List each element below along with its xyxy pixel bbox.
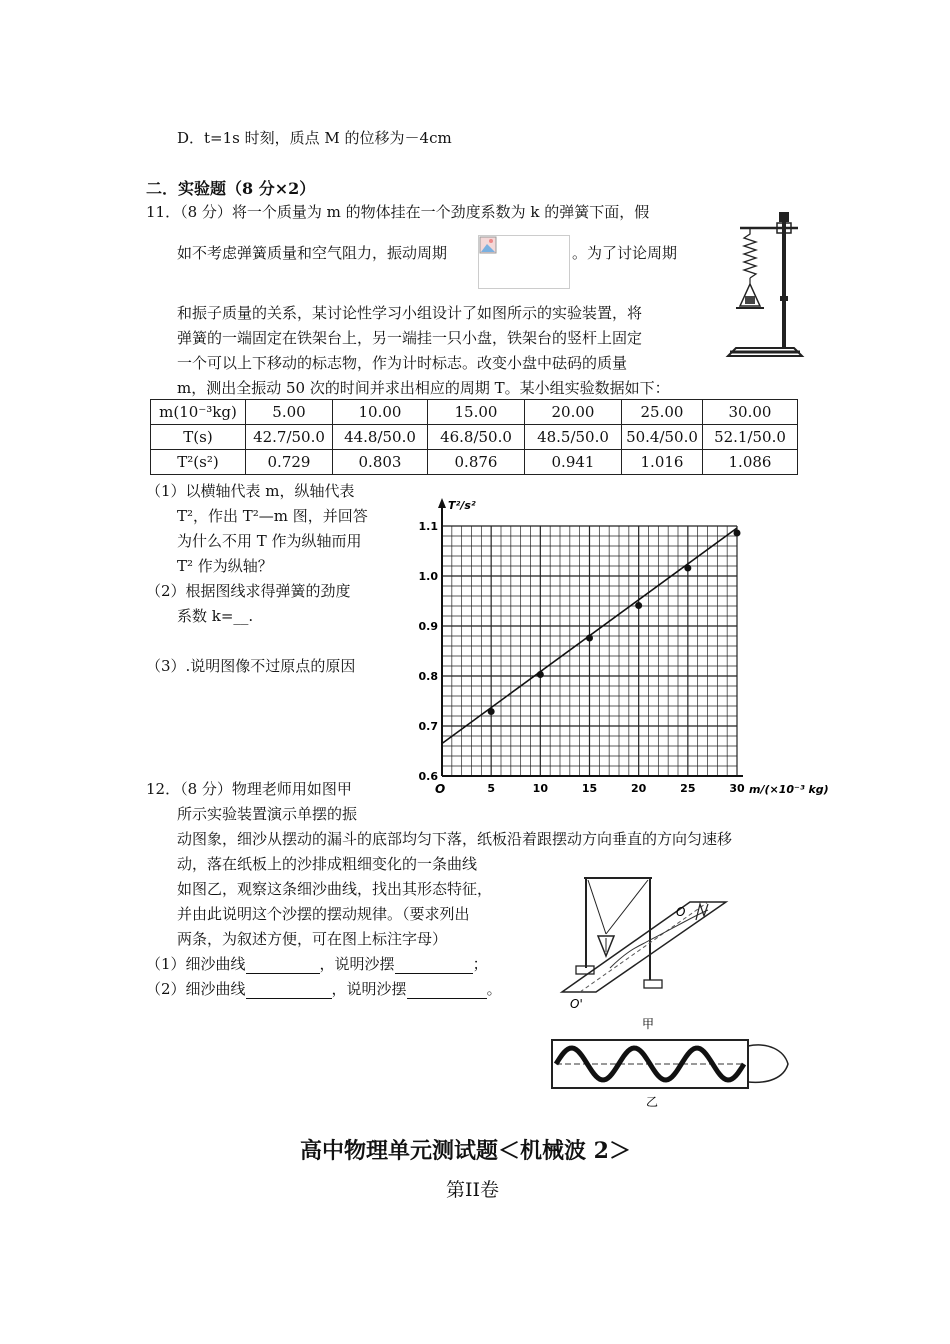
- x-tick-label: 30: [729, 782, 745, 795]
- section-heading: 二．实验题（8 分×2）: [146, 179, 316, 198]
- q11-line2-before: 如不考虑弹簧质量和空气阻力，振动周期: [177, 244, 448, 262]
- sub1-line3: 为什么不用 T 作为纵轴而用: [177, 532, 362, 550]
- y-tick-label: 0.7: [418, 720, 438, 733]
- t2-m-chart: [415, 496, 835, 802]
- table-cell: 1.016: [622, 450, 703, 475]
- q11-line5: 一个可以上下移动的标志物，作为计时标志。改变小盘中砝码的质量: [177, 354, 628, 372]
- table-cell: 25.00: [622, 400, 703, 425]
- page-subtitle: 第II卷: [446, 1179, 500, 1201]
- table-cell: 20.00: [525, 400, 622, 425]
- table-cell: 0.941: [525, 450, 622, 475]
- sub1-line4: T² 作为纵轴？: [177, 557, 273, 575]
- row-label: m(10⁻³kg): [151, 400, 246, 425]
- x-tick-label: 20: [631, 782, 647, 795]
- answer-line-2: [146, 978, 502, 999]
- sub1-line1: （1）以横轴代表 m，纵轴代表: [146, 482, 355, 500]
- table-cell: 1.086: [703, 450, 798, 475]
- data-point: [635, 602, 642, 609]
- q12-line4: 动，落在纸板上的沙排成粗细变化的一条曲线: [177, 855, 478, 873]
- table-row: [151, 425, 798, 450]
- sand-pendulum-figure: [540, 868, 740, 1036]
- table-row: [151, 450, 798, 475]
- q11-line3: 和振子质量的关系，某讨论性学习小组设计了如图所示的实验装置，将: [177, 304, 643, 322]
- answer-end: 。: [486, 980, 502, 998]
- q11-line1: 11．（8 分）将一个质量为 m 的物体挂在一个劲度系数为 k 的弹簧下面，假: [146, 203, 650, 221]
- answer-prefix: （2）细沙曲线: [146, 980, 246, 998]
- data-point: [734, 530, 741, 537]
- q11-line2-after: 。为了讨论周期: [572, 244, 678, 262]
- table-cell: 5.00: [246, 400, 333, 425]
- chart-grid: [442, 526, 737, 776]
- q10-option-d: D．t=1s 时刻，质点 M 的位移为－4cm: [177, 129, 452, 147]
- y-axis-label: T²/s²: [448, 499, 476, 512]
- period-formula-image: [478, 235, 570, 289]
- y-tick-label: 1.0: [418, 570, 438, 583]
- q12-line2: 所示实验装置演示单摆的振: [177, 805, 358, 823]
- data-point: [586, 635, 593, 642]
- x-tick-label: 15: [581, 782, 598, 795]
- y-axis-arrow: [438, 498, 446, 508]
- answer-blank[interactable]: [407, 980, 487, 999]
- y-tick-label: 0.6: [418, 770, 438, 783]
- sand-curve-figure: [548, 1036, 793, 1108]
- data-point: [684, 565, 691, 572]
- table-cell: 52.1/50.0: [703, 425, 798, 450]
- x-tick-label: 25: [680, 782, 696, 795]
- table-cell: 30.00: [703, 400, 798, 425]
- page-title: 高中物理单元测试题＜机械波 2＞: [300, 1138, 631, 1164]
- answer-end: ；: [472, 955, 488, 973]
- sub1-line2: T²，作出 T²—m 图，并回答: [177, 507, 368, 525]
- row-label: T²(s²): [151, 450, 246, 475]
- row-label: T(s): [151, 425, 246, 450]
- y-tick-label: 0.8: [418, 670, 438, 683]
- origin-label: O: [435, 782, 446, 796]
- table-cell: 50.4/50.0: [622, 425, 703, 450]
- answer-blank[interactable]: [395, 955, 473, 974]
- table-cell: 0.803: [333, 450, 428, 475]
- answer-blank[interactable]: [246, 955, 320, 974]
- q12-line1: 12．（8 分）物理老师用如图甲: [146, 780, 352, 798]
- point-o-label: O: [676, 905, 686, 919]
- answer-prefix: （1）细沙曲线: [146, 955, 246, 973]
- sub3-line: （3）.说明图像不过原点的原因: [146, 657, 356, 675]
- table-cell: 42.7/50.0: [246, 425, 333, 450]
- spring-apparatus-figure: [722, 208, 808, 360]
- data-table: [150, 399, 798, 475]
- sub2-line2: 系数 k=__.: [177, 607, 254, 625]
- q12-line3: 动图象，细沙从摆动的漏斗的底部均匀下落，纸板沿着跟摆动方向垂直的方向匀速移: [177, 830, 733, 848]
- table-cell: 44.8/50.0: [333, 425, 428, 450]
- answer-line-1: [146, 953, 488, 974]
- table-cell: 48.5/50.0: [525, 425, 622, 450]
- answer-blank[interactable]: [246, 980, 332, 999]
- table-cell: 0.729: [246, 450, 333, 475]
- x-axis-label: m/(×10⁻³ kg): [749, 783, 829, 796]
- table-cell: 0.876: [428, 450, 525, 475]
- x-tick-label: 5: [487, 782, 495, 795]
- y-tick-label: 1.1: [418, 520, 438, 533]
- data-point: [537, 671, 544, 678]
- q11-line4: 弹簧的一端固定在铁架台上，另一端挂一只小盘，铁架台的竖杆上固定: [177, 329, 643, 347]
- table-row: [151, 400, 798, 425]
- table-cell: 46.8/50.0: [428, 425, 525, 450]
- answer-mid: ，说明沙摆: [331, 980, 407, 998]
- figure-jia-label: 甲: [642, 1017, 655, 1031]
- figure-yi-label: 乙: [646, 1095, 659, 1108]
- q12-line5: 如图乙，观察这条细沙曲线，找出其形态特征，: [177, 880, 493, 898]
- y-tick-label: 0.9: [418, 620, 438, 633]
- q12-line7: 两条，为叙述方便，可在图上标注字母）: [177, 930, 448, 948]
- answer-mid: ，说明沙摆: [319, 955, 395, 973]
- table-cell: 15.00: [428, 400, 525, 425]
- q12-line6: 并由此说明这个沙摆的摆动规律。（要求列出: [177, 905, 470, 923]
- broken-image-icon: [479, 236, 497, 254]
- q11-line6: m，测出全振动 50 次的时间并求出相应的周期 T。某小组实验数据如下：: [177, 379, 670, 397]
- data-point: [488, 708, 495, 715]
- sub2-line1: （2）根据图线求得弹簧的劲度: [146, 582, 351, 600]
- x-tick-label: 10: [532, 782, 548, 795]
- point-o-prime-label: O': [570, 997, 583, 1011]
- table-cell: 10.00: [333, 400, 428, 425]
